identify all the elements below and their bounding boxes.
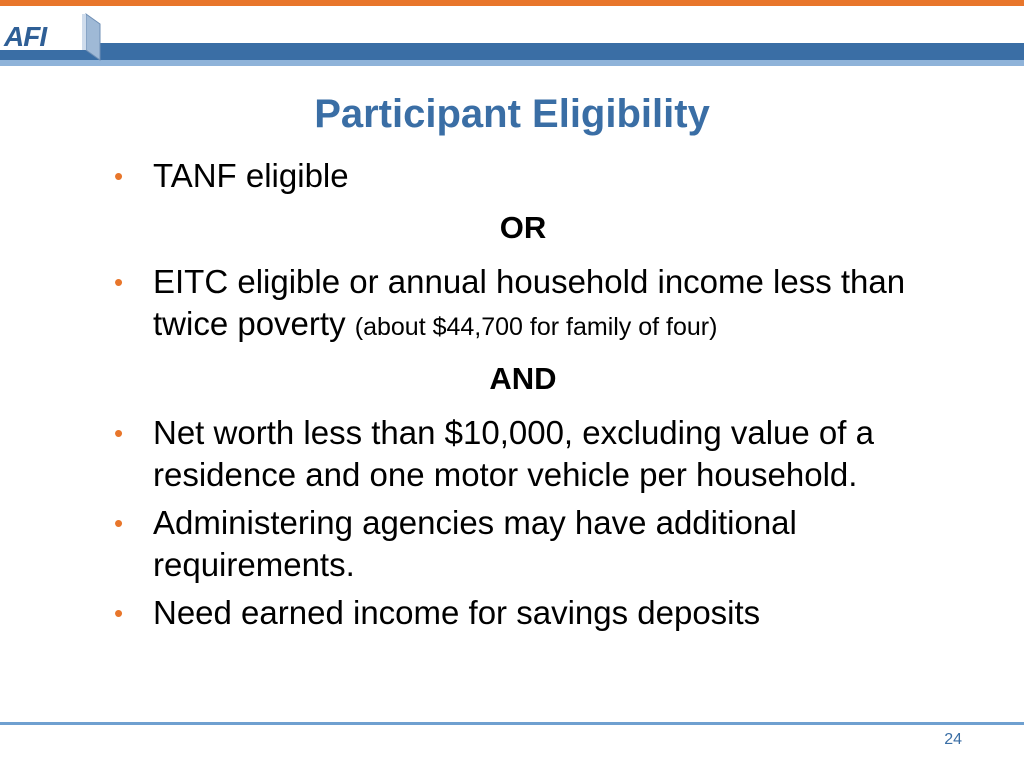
bullet-item (112, 592, 912, 634)
bullet-text: Net worth less than $10,000, excluding value of a residence and one motor vehicle per household. (153, 414, 874, 493)
slide-title: Participant Eligibility (314, 92, 710, 136)
bullet-dot-icon: • (114, 598, 124, 628)
bullet-text: TANF eligible (153, 157, 349, 194)
bullet-text: Administering agencies may have additional requirements. (153, 504, 797, 583)
bullet-item (112, 261, 912, 348)
bullet-dot-icon: • (114, 418, 124, 448)
bullet-item (112, 502, 912, 586)
bullet-text: Need earned income for savings deposits (153, 594, 761, 631)
footer-divider (0, 722, 1024, 725)
header-blue-band (0, 43, 1024, 60)
page-number: 24 (944, 731, 962, 748)
bullet-text: EITC eligible or annual household income less than twice poverty (153, 263, 906, 342)
logo-text: AFI (4, 21, 47, 52)
bullet-dot-icon: • (114, 161, 124, 191)
header-light-band (0, 60, 1024, 66)
afi-logo (0, 10, 108, 62)
bullet-item (112, 412, 912, 496)
bullet-item (112, 155, 912, 197)
bullet-dot-icon: • (114, 267, 124, 297)
connector-and: AND (489, 361, 557, 396)
connector-or: OR (499, 210, 547, 245)
bullet-dot-icon: • (114, 508, 124, 538)
bullet-note: (about $44,700 for family of four) (354, 313, 718, 341)
header-orange-stripe (0, 0, 1024, 6)
slide-body (112, 155, 912, 640)
